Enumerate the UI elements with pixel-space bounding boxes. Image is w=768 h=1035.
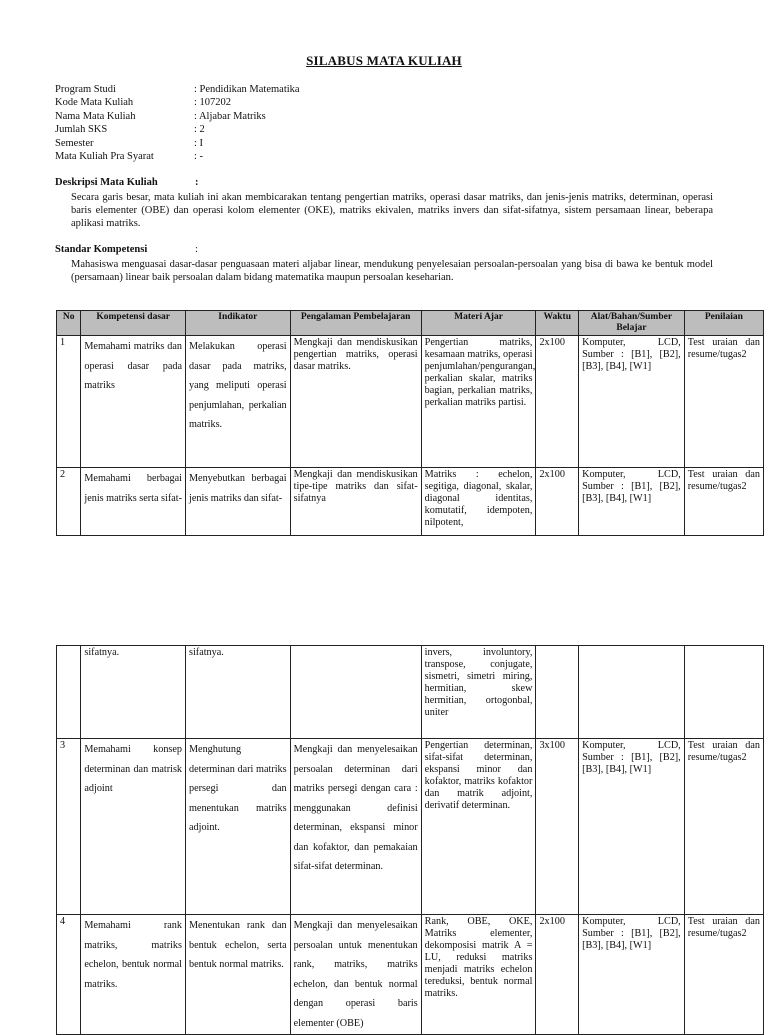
header-pengalaman: Pengalaman Pembelajaran <box>290 311 421 336</box>
header-materi: Materi Ajar <box>421 311 536 336</box>
header-indikator: Indikator <box>186 311 291 336</box>
course-info <box>55 83 300 163</box>
header-alat: Alat/Bahan/Sumber Belajar <box>579 311 685 336</box>
cell-materi: Matriks : echelon, segitiga, diagonal, skalar, diagonal identitas, komutatif, idempoten, nilpotent, <box>421 468 536 536</box>
cell-waktu: 2x100 <box>536 336 579 468</box>
cell-no: 2 <box>57 468 81 536</box>
cell-kompetensi: Memahami rank matriks, matriks echelon, bentuk normal matriks. <box>81 915 186 1035</box>
standar-heading <box>55 244 198 255</box>
cell-no <box>57 646 81 739</box>
syllabus-table-part2 <box>56 645 764 1035</box>
info-value: : 107202 <box>194 97 232 109</box>
cell-materi: Pengertian determinan, sifat-sifat determinan, ekspansi minor dan kofaktor, matriks kofaktor dan matrik adjoint, derivatif determinan. <box>421 739 536 915</box>
standar-text: Mahasiswa menguasai dasar-dasar penguasaan materi aljabar linear, mendukung penyelesaian persoalan-persoalan yang bisa di bawa ke bentuk model (persamaan) linear baik persoalan dalam bidang matematika maupun persoalan keseharian. <box>71 259 713 284</box>
cell-indikator: Menghutung determinan dari matriks persegi dan menentukan matriks adjoint. <box>186 739 291 915</box>
info-label: Kode Mata Kuliah <box>55 97 134 109</box>
info-label: Program Studi <box>55 84 116 95</box>
syllabus-table-part1 <box>56 310 764 536</box>
info-value: : Aljabar Matriks <box>194 110 266 122</box>
cell-alat: Komputer, LCD, Sumber : [B1], [B2], [B3], [B4], [W1] <box>579 336 685 468</box>
standar-colon: : <box>195 244 198 255</box>
cell-penilaian: Test uraian dan resume/tugas2 <box>684 915 763 1035</box>
cell-indikator: Melakukan operasi dasar pada matriks, yang meliputi operasi penjumlahan, perkalian matriks. <box>186 336 291 468</box>
cell-penilaian: Test uraian dan resume/tugas2 <box>684 468 763 536</box>
cell-indikator: sifatnya. <box>186 646 291 739</box>
standar-heading-text: Standar Kompetensi <box>55 244 148 255</box>
table-row <box>57 739 764 915</box>
cell-pengalaman: Mengkaji dan menyelesaikan persoalan untuk menentukan rank, matriks, matriks echelon, dan bentuk normal dengan operasi baris elementer (OBE) <box>290 915 421 1035</box>
cell-waktu: 2x100 <box>536 915 579 1035</box>
table-row <box>57 915 764 1035</box>
table-row <box>57 646 764 739</box>
info-value: : - <box>194 151 204 163</box>
deskripsi-heading-text: Deskripsi Mata Kuliah <box>55 177 158 188</box>
table-row <box>57 468 764 536</box>
info-value: : 2 <box>194 124 205 136</box>
info-label: Nama Mata Kuliah <box>55 110 136 122</box>
cell-kompetensi: Memahami matriks dan operasi dasar pada matriks <box>81 336 186 468</box>
cell-waktu: 2x100 <box>536 468 579 536</box>
cell-materi: invers, involuntory, transpose, conjugate, sismetri, simetri miring, hermitian, skew hermitian, ortogonbal, uniter <box>421 646 536 739</box>
table-row <box>57 336 764 468</box>
header-kompetensi: Kompetensi dasar <box>81 311 186 336</box>
cell-pengalaman: Mengkaji dan mendiskusikan tipe-tipe matriks dan sifat-sifatnya <box>290 468 421 536</box>
header-no: No <box>57 311 81 336</box>
cell-materi: Pengertian matriks, kesamaan matriks, operasi penjumlahan/pengurangan, perkalian skalar, matriks bagian, perkalian matriks, perkalian matriks partisi. <box>421 336 536 468</box>
cell-alat <box>579 646 685 739</box>
cell-indikator: Menentukan rank dan bentuk echelon, serta bentuk normal matriks. <box>186 915 291 1035</box>
cell-penilaian <box>684 646 763 739</box>
cell-pengalaman: Mengkaji dan menyelesaikan persoalan determinan dari matriks persegi dengan cara : menggunakan definisi determinan, ekspansi minor dan kofaktor, dan pemakaian sifat-sifat determinan. <box>290 739 421 915</box>
cell-alat: Komputer, LCD, Sumber : [B1], [B2], [B3], [B4], [W1] <box>579 915 685 1035</box>
page-title: SILABUS MATA KULIAH <box>306 53 462 68</box>
info-label: Mata Kuliah Pra Syarat <box>55 151 154 163</box>
info-label: Jumlah SKS <box>55 124 108 136</box>
info-row <box>55 110 300 123</box>
header-waktu: Waktu <box>536 311 579 336</box>
table-header-row <box>57 311 764 336</box>
cell-kompetensi: sifatnya. <box>81 646 186 739</box>
cell-no: 4 <box>57 915 81 1035</box>
cell-materi: Rank, OBE, OKE, Matriks elementer, dekomposisi matrik A = LU, reduksi matriks menjadi matriks echelon tereduksi, bentuk normal matriks. <box>421 915 536 1035</box>
cell-waktu: 3x100 <box>536 739 579 915</box>
deskripsi-heading <box>55 177 199 188</box>
cell-kompetensi: Memahami berbagai jenis matriks serta sifat- <box>81 468 186 536</box>
cell-no: 3 <box>57 739 81 915</box>
cell-penilaian: Test uraian dan resume/tugas2 <box>684 739 763 915</box>
deskripsi-text: Secara garis besar, mata kuliah ini akan membicarakan tentang pengertian matriks, operasi dasar matriks, dan jenis-jenis matriks, determinan, operasi baris elementer (OBE) dan operasi kolom elementer (OKE), matriks ekivalen, matriks invers dan sifat-sifatnya, sistem persamaan linear, beberapa aplikasi matriks. <box>71 192 713 230</box>
cell-indikator: Menyebutkan berbagai jenis matriks dan sifat- <box>186 468 291 536</box>
cell-pengalaman <box>290 646 421 739</box>
cell-alat: Komputer, LCD, Sumber : [B1], [B2], [B3], [B4], [W1] <box>579 468 685 536</box>
cell-no: 1 <box>57 336 81 468</box>
cell-alat: Komputer, LCD, Sumber : [B1], [B2], [B3], [B4], [W1] <box>579 739 685 915</box>
info-row <box>55 96 300 109</box>
info-row <box>55 137 300 150</box>
info-row <box>55 123 300 136</box>
deskripsi-colon: : <box>195 177 199 188</box>
info-value: : I <box>194 137 204 149</box>
cell-penilaian: Test uraian dan resume/tugas2 <box>684 336 763 468</box>
info-row <box>55 83 300 96</box>
info-row <box>55 150 300 163</box>
info-label: Semester <box>55 137 94 149</box>
header-penilaian: Penilaian <box>684 311 763 336</box>
info-value: : Pendidikan Matematika <box>194 84 300 95</box>
cell-waktu <box>536 646 579 739</box>
cell-pengalaman: Mengkaji dan mendiskusikan pengertian matriks, operasi dasar matriks. <box>290 336 421 468</box>
cell-kompetensi: Memahami konsep determinan dan matrisk adjoint <box>81 739 186 915</box>
